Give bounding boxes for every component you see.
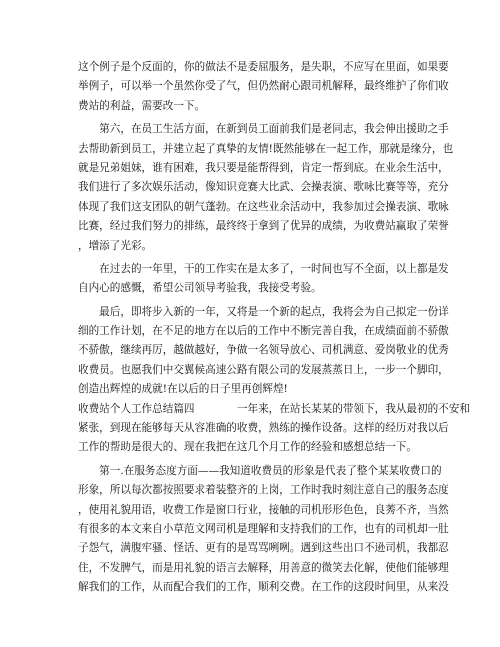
text-line: 住，不发脾气，而是用礼貌的语言去解释，用善意的微笑去化解，使他们能够理 (78, 561, 449, 574)
text-line: 有很多的本文来自小草范文网司机是理解和支持我们的工作，也有的司机却一肚 (78, 522, 449, 535)
text-line: 解我们的工作，从而配合我们的工作，顺利交费。在工作的这段时间里，从来没 (78, 581, 449, 594)
text-line: 就是兄弟姐妹，谁有困难，我只要是能帮得到，肯定一帮到底。在业余生活中， (78, 161, 449, 174)
paragraph (78, 303, 470, 458)
text-line: 工作的帮助是很大的、现在我把在这几个月工作的经验和感想总结一下。 (78, 441, 417, 454)
text-line: 去帮助新到员工，并建立起了真挚的友情!既然能够在一起工作，那就是缘分，也 (78, 142, 454, 155)
text-line: 细的工作计划，在不足的地方在以后的工作中不断完善自我，在成绩面前不骄傲 (78, 325, 449, 338)
text-line: 这个例子是个反面的，你的做法不是委屈服务，是失职，不应写在里面，如果要 (78, 61, 449, 73)
text-line: 子怨气，满腹牢骚、怪话、更有的是骂骂咧咧。遇到这些出口不逊司机，我都忍 (78, 542, 449, 555)
text-line: 收费站个人工作总结篇四 一年来，在站长某某的带领下，我从最初的不安和 (78, 402, 470, 415)
text-line: ，使用礼貌用语，收费工作是窗口行业，接触的司机形形色色，良莠不齐，当然 (78, 503, 449, 516)
text-line: 第六，在员工生活方面，在新到员工面前我们是老同志，我会伸出援助之手 (78, 123, 449, 136)
text-line: 在过去的一年里，干的工作实在是太多了，一时间也写不全面，以上都是发 (78, 262, 449, 275)
document-body (78, 58, 470, 598)
text-line: 收费员。也愿我们中交翼候高速公路有限公司的发展蒸蒸日上，一步一个脚印， (78, 363, 449, 376)
paragraph (78, 260, 449, 299)
text-line: 第一.在服务态度方面——我知道收费员的形象是代表了整个某某收费口的 (78, 464, 442, 477)
text-line: 自内心的感慨，希望公司领导考验我，我接受考验。 (78, 282, 322, 295)
text-line: 不骄傲，继续再厉，越做越好，争做一名领导放心、司机满意、爱岗敬业的优秀 (78, 344, 449, 357)
text-line: 费站的利益，需要改一下。 (78, 99, 206, 112)
paragraph (78, 462, 449, 598)
text-line: 比赛，经过我们努力的排练，最终终于拿到了优异的成绩，为收费站赢取了荣誉 (78, 220, 449, 233)
text-line: 形象，所以每次都按照要求着装整齐的上岗，工作时我时刻注意自己的服务态度 (78, 484, 449, 497)
paragraph (78, 58, 449, 116)
text-line: 最后，即将步入新的一年，又将是一个新的起点，我将会为自己拟定一份详 (78, 305, 449, 318)
text-line: 创造出辉煌的成就!在以后的日子里再创辉煌! (78, 383, 288, 396)
paragraph (78, 120, 454, 256)
text-line: 体现了我们这支团队的朝气蓬勃。在这些业余活动中，我参加过会操表演、歌咏 (78, 200, 449, 213)
text-line: 我们进行了多次娱乐活动，像知识竞赛大比武、会操表演、歌咏比赛等等，充分 (78, 181, 449, 194)
text-line: ，增添了光彩。 (78, 239, 153, 252)
text-line: 紧张，到现在能够每天从容准确的收费，熟练的操作设备。这样的经历对我以后 (78, 422, 449, 435)
text-line: 举例子，可以举一个虽然你受了气，但仍然耐心跟司机解释，最终维护了你们收 (78, 80, 449, 93)
